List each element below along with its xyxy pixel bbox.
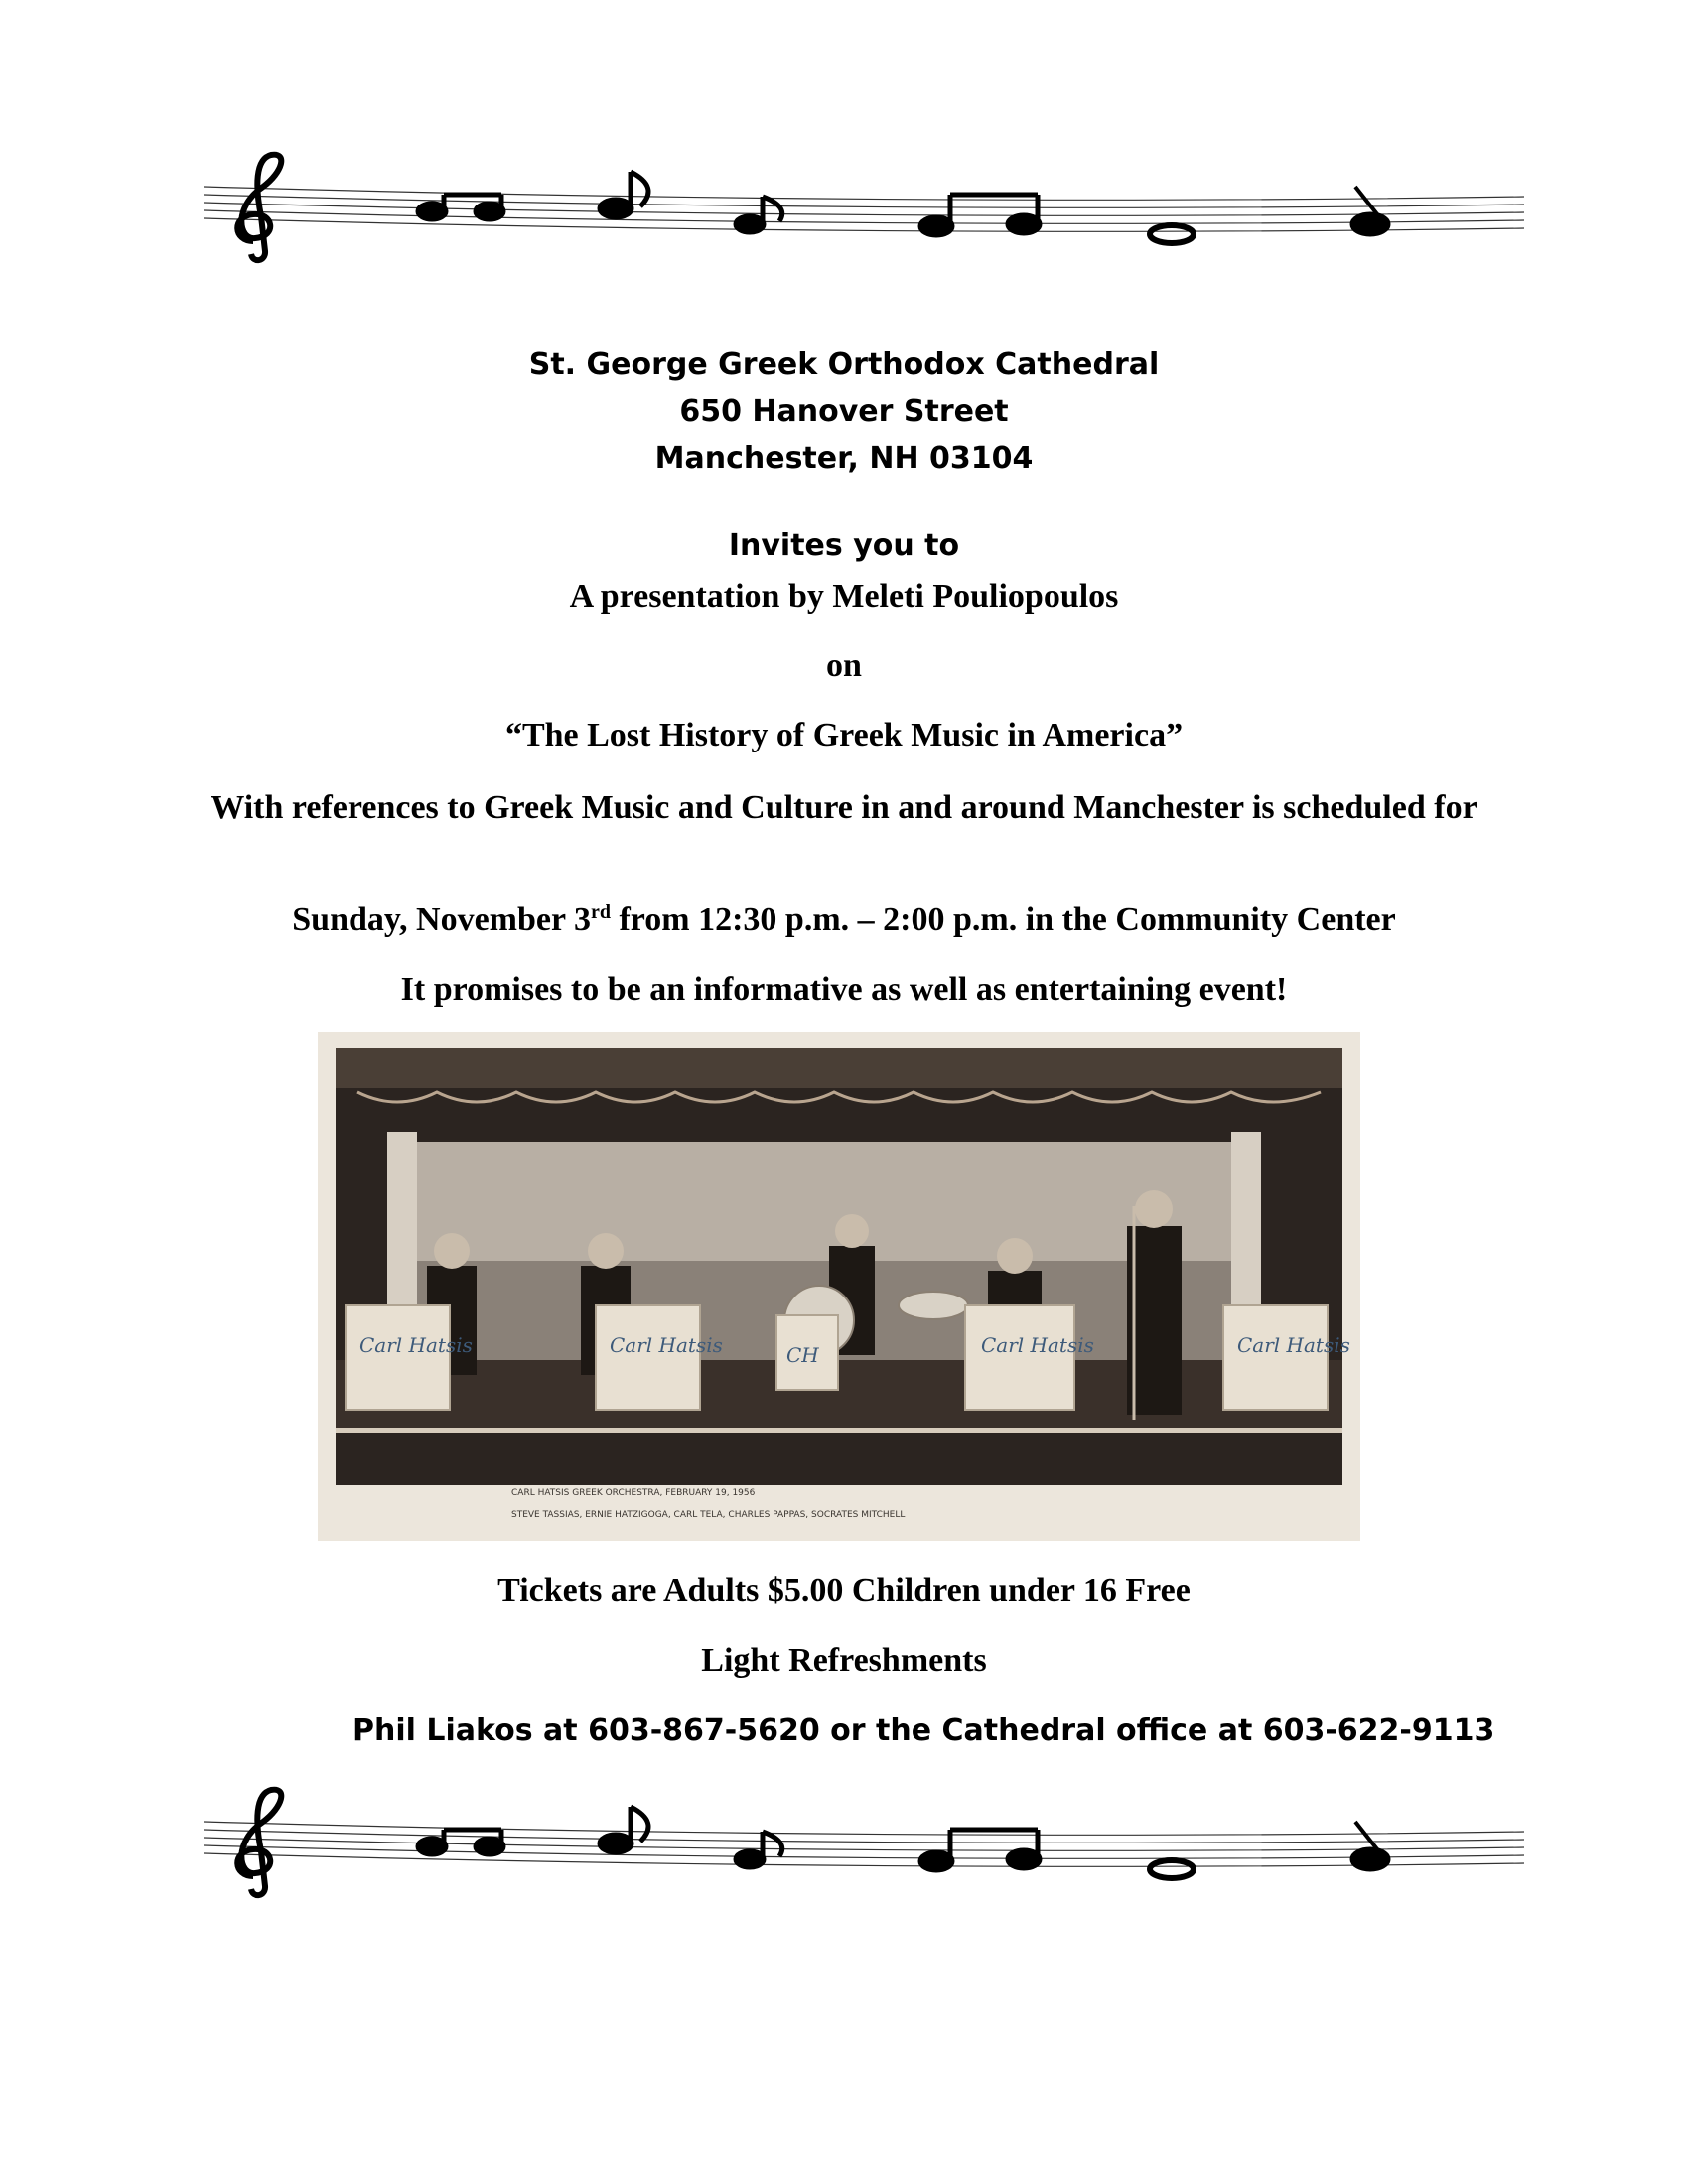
date-suffix: rd: [590, 901, 611, 923]
schedule-time-location: from 12:30 p.m. – 2:00 p.m. in the Community Center: [610, 901, 1396, 938]
street-address: 650 Hanover Street: [679, 394, 1009, 429]
promise-line: It promises to be an informative as well as entertaining event!: [400, 971, 1288, 1008]
organization-address-block: [0, 341, 1688, 481]
presentation-title: “The Lost History of Greek Music in America”: [504, 717, 1184, 753]
refreshments-info: Light Refreshments: [701, 1642, 987, 1679]
photo-caption-line2: STEVE TASSIAS, ERNIE HATZIGOGA, CARL TELA, CHARLES PAPPAS, SOCRATES MITCHELL: [511, 1510, 906, 1520]
references-text: With references to Greek Music and Culture in and around Manchester is scheduled for: [211, 789, 1477, 826]
contact-info: Phil Liakos at 603-867-5620 or the Cathedral office at 603-622-9113: [352, 1713, 1495, 1748]
city-address: Manchester, NH 03104: [654, 441, 1034, 476]
stand-label: Carl Hatsis: [610, 1333, 723, 1357]
schedule-date: Sunday, November 3: [292, 901, 591, 938]
stand-label: Carl Hatsis: [981, 1333, 1094, 1357]
organization-name: St. George Greek Orthodox Cathedral: [528, 347, 1160, 382]
invite-intro: Invites you to: [728, 528, 960, 563]
band-photo: [318, 1032, 1360, 1541]
music-staff-top-decoration: [194, 147, 1534, 266]
schedule-line: [0, 901, 1688, 939]
stand-label: Carl Hatsis: [1237, 1333, 1350, 1357]
treble-clef-icon: [237, 155, 281, 260]
presenter-line: A presentation by Meleti Pouliopoulos: [569, 578, 1119, 614]
photo-caption-line1: CARL HATSIS GREEK ORCHESTRA, FEBRUARY 19, 1956: [511, 1488, 756, 1498]
on-text: on: [826, 647, 862, 684]
music-staff-bottom-decoration: [194, 1782, 1534, 1901]
drum-label: CH: [786, 1343, 819, 1367]
treble-clef-icon: [237, 1790, 281, 1895]
ticket-info: Tickets are Adults $5.00 Children under 16 Free: [497, 1572, 1191, 1609]
stand-label: Carl Hatsis: [359, 1333, 473, 1357]
